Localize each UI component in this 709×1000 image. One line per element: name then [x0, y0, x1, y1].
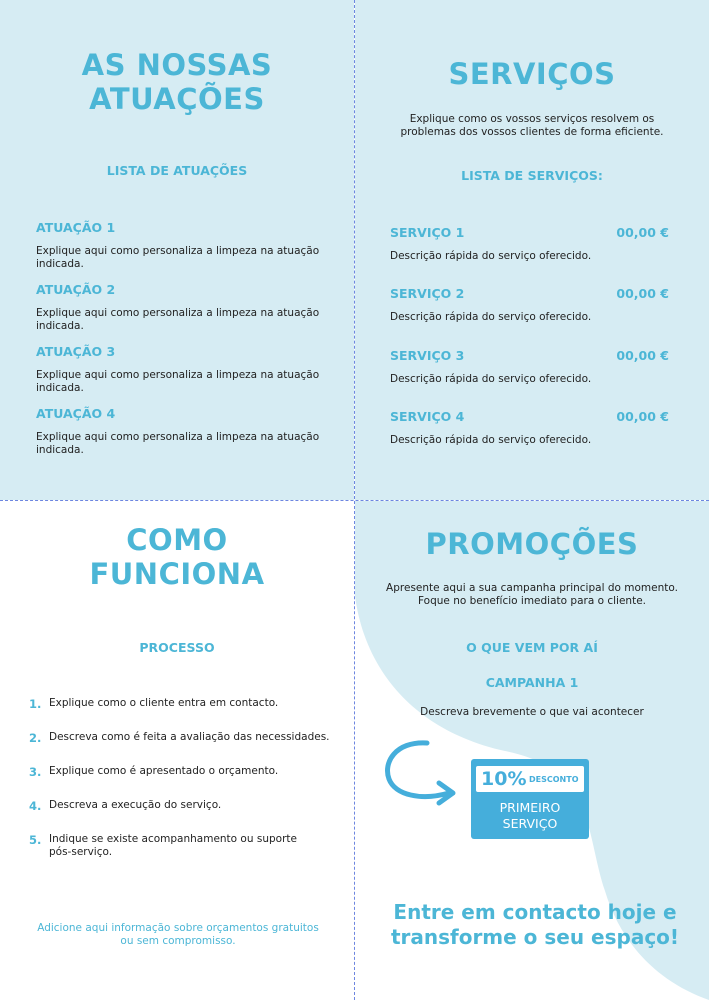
step-number: 1. [29, 697, 42, 711]
atuacoes-title-line2: ATUAÇÕES [89, 82, 265, 116]
servico-title: SERVIÇO 2 [390, 286, 465, 301]
campaign-title: CAMPANHA 1 [485, 675, 579, 690]
atuacoes-title [0, 48, 354, 116]
atuacao-title: ATUAÇÃO 4 [36, 406, 116, 421]
promocoes-panel [355, 501, 709, 1000]
servico-title: SERVIÇO 4 [390, 409, 465, 424]
step-number: 2. [29, 731, 42, 745]
atuacoes-panel [0, 0, 354, 500]
servico-desc: Descrição rápida do serviço oferecido. [390, 311, 592, 323]
step-number: 4. [29, 799, 42, 813]
step-text: Descreva a execução do serviço. [49, 799, 222, 811]
servicos-panel [355, 0, 709, 500]
atuacao-desc: Explique aqui como personaliza a limpeza na atuação indicada. [36, 369, 320, 394]
funciona-heading: PROCESSO [139, 640, 215, 655]
atuacao-desc: Explique aqui como personaliza a limpeza na atuação indicada. [36, 245, 320, 270]
funciona-title-line2: FUNCIONA [89, 557, 265, 591]
funciona-footnote: Adicione aqui informação sobre orçamentos gratuitos ou sem compromisso. [37, 922, 319, 947]
servico-title: SERVIÇO 3 [390, 348, 465, 363]
cta-line2: transforme o seu espaço! [390, 925, 680, 949]
horizontal-divider [0, 500, 709, 501]
discount-label: DESCONTO [529, 775, 579, 784]
funciona-title [0, 523, 354, 591]
curved-arrow-icon [381, 737, 461, 807]
step-text: Explique como o cliente entra em contacto. [49, 697, 279, 709]
step-number: 5. [29, 833, 42, 847]
servicos-title: SERVIÇOS [448, 57, 616, 91]
servico-desc: Descrição rápida do serviço oferecido. [390, 434, 592, 446]
promocoes-intro: Apresente aqui a sua campanha principal do momento. Foque no benefício imediato para o cliente. [386, 582, 678, 607]
step-text: Explique como é apresentado o orçamento. [49, 765, 279, 777]
servico-price: 00,00 € [616, 286, 669, 301]
servico-desc: Descrição rápida do serviço oferecido. [390, 250, 592, 262]
servico-price: 00,00 € [616, 225, 669, 240]
servico-title: SERVIÇO 1 [390, 225, 465, 240]
atuacao-desc: Explique aqui como personaliza a limpeza na atuação indicada. [36, 307, 320, 332]
servico-price: 00,00 € [616, 348, 669, 363]
atuacoes-list-heading: LISTA DE ATUAÇÕES [106, 163, 248, 178]
servicos-list-heading: LISTA DE SERVIÇOS: [461, 168, 603, 183]
step-text: Descreva como é feita a avaliação das necessidades. [49, 731, 330, 743]
discount-percent: 10% [481, 768, 527, 790]
step-text: Indique se existe acompanhamento ou suporte pós-serviço. [49, 833, 297, 858]
servicos-intro: Explique como os vossos serviços resolvem os problemas dos vossos clientes de forma eficiente. [400, 113, 664, 138]
discount-line2: SERVIÇO [502, 816, 558, 831]
atuacoes-title-line1: AS NOSSAS [81, 48, 273, 82]
servico-desc: Descrição rápida do serviço oferecido. [390, 373, 592, 385]
discount-badge-top [476, 766, 584, 792]
campaign-desc: Descreva brevemente o que vai acontecer [420, 706, 644, 718]
servico-price: 00,00 € [616, 409, 669, 424]
discount-line1: PRIMEIRO [499, 800, 561, 815]
cta-text [375, 900, 695, 950]
cta-line1: Entre em contacto hoje e [393, 900, 677, 924]
atuacao-title: ATUAÇÃO 3 [36, 344, 116, 359]
step-number: 3. [29, 765, 42, 779]
atuacao-desc: Explique aqui como personaliza a limpeza na atuação indicada. [36, 431, 320, 456]
discount-badge [471, 759, 589, 839]
atuacao-title: ATUAÇÃO 1 [36, 220, 116, 235]
promocoes-title: PROMOÇÕES [425, 527, 639, 561]
promocoes-heading: O QUE VEM POR AÍ [466, 640, 598, 655]
funciona-title-line1: COMO [126, 523, 228, 557]
funciona-panel [0, 501, 354, 1000]
atuacao-title: ATUAÇÃO 2 [36, 282, 116, 297]
